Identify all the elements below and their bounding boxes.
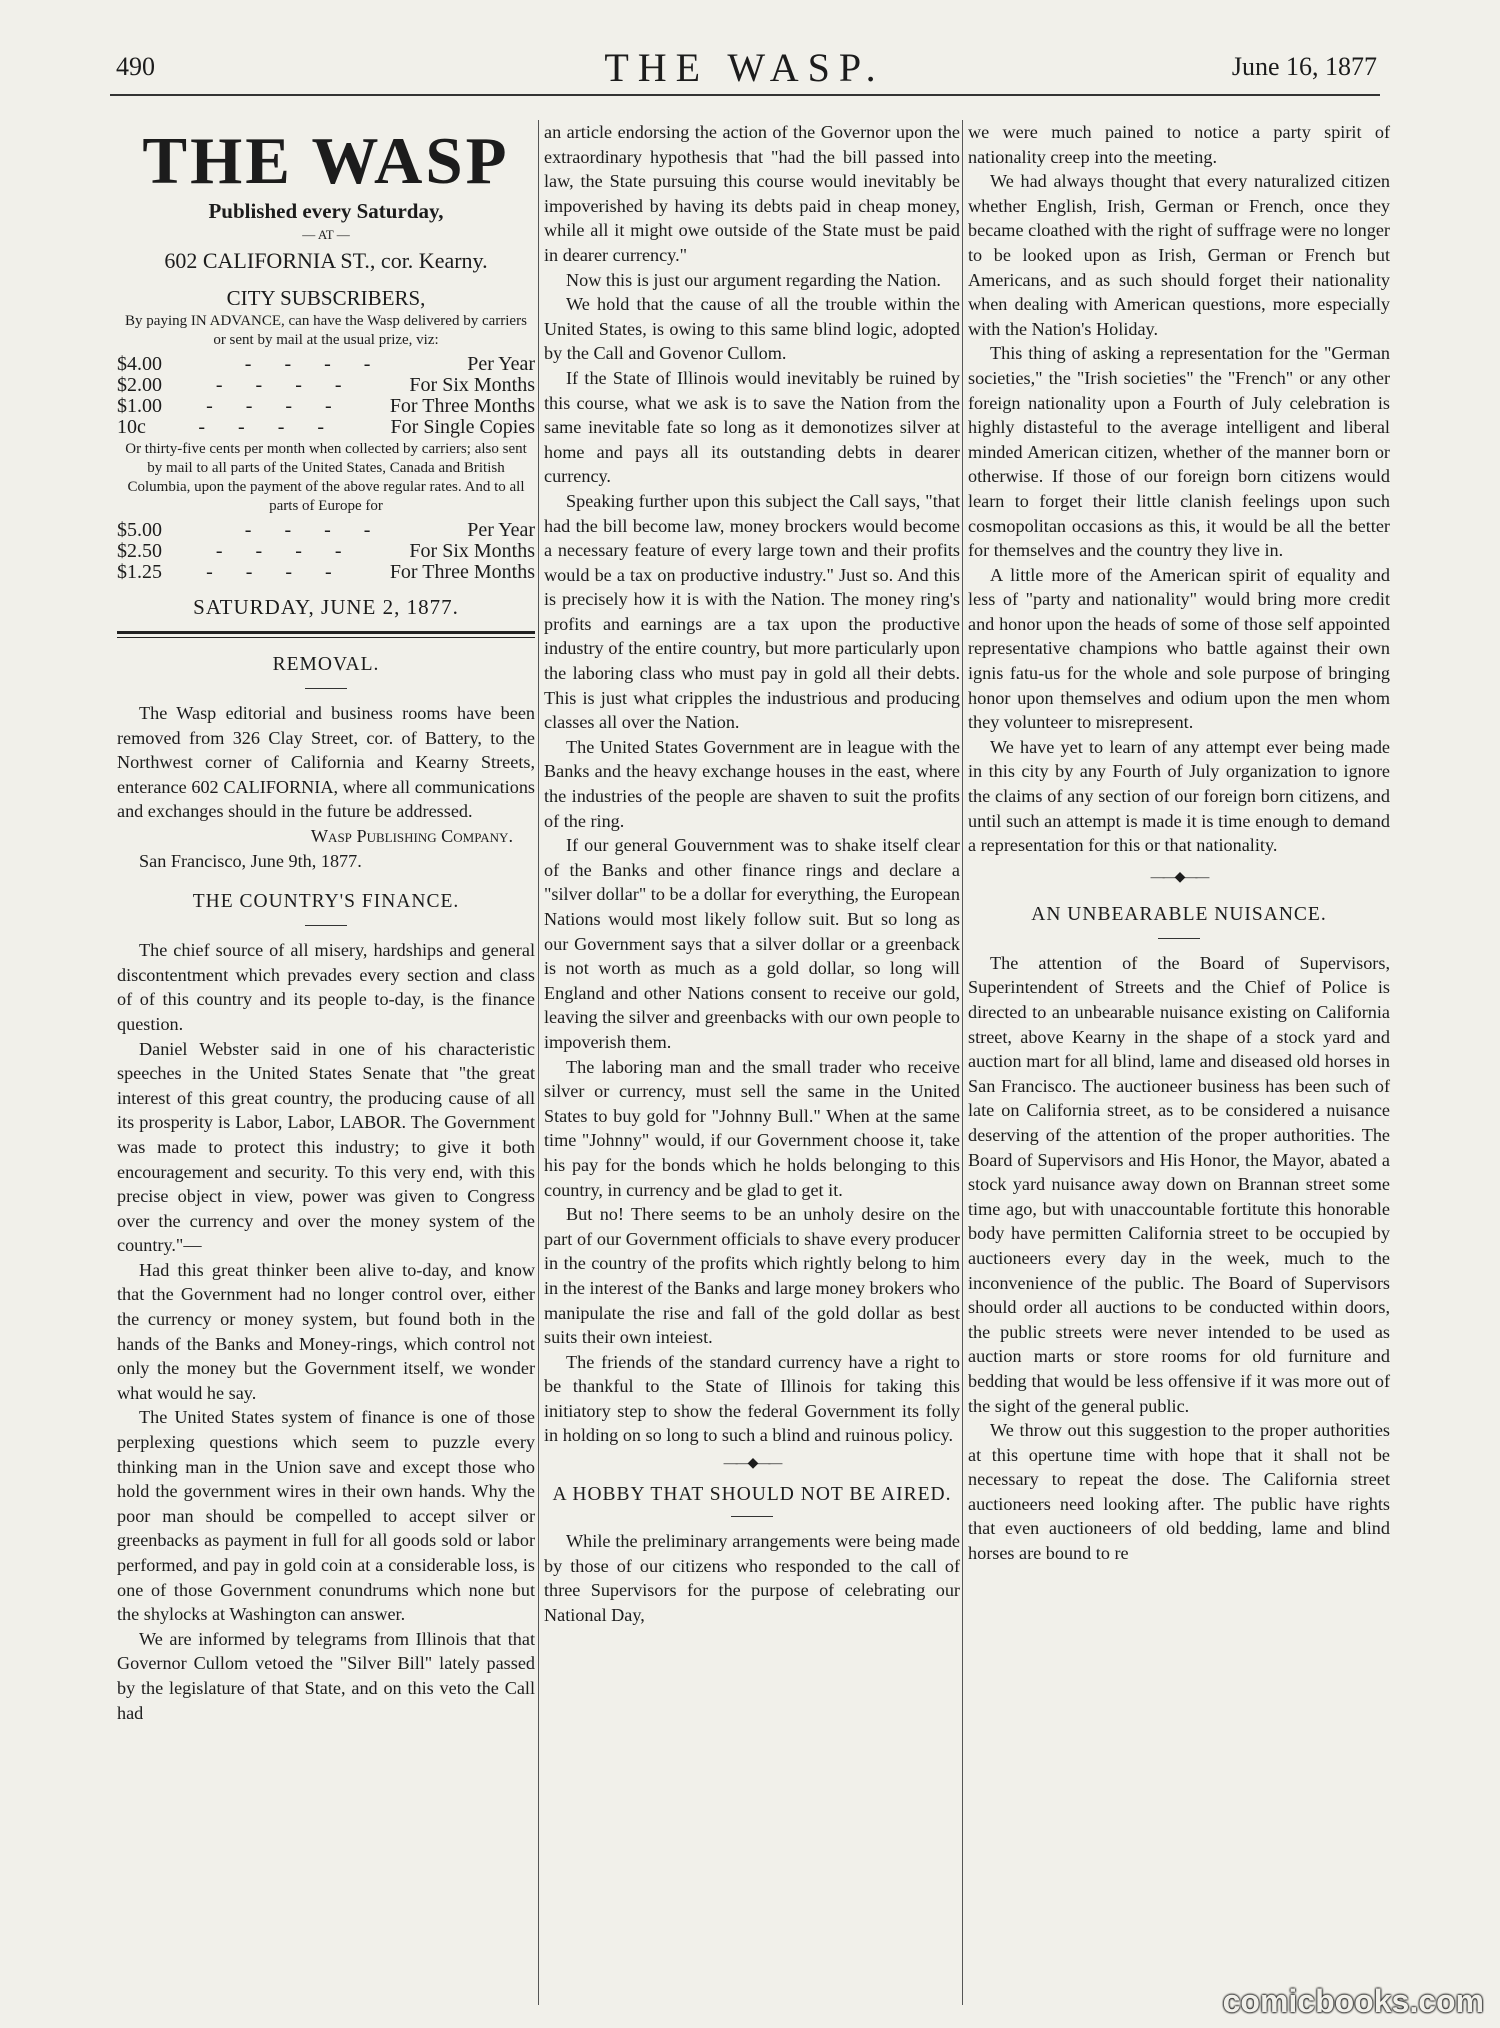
rate-row [117, 562, 535, 583]
page-number: 490 [116, 52, 155, 81]
finance-paragraph: Daniel Webster said in one of his characteristic speeches in the United States Senate that "the great interest of this great country, the producing cause of all its prosperity is Labor, Labor, LABOR. The Government was made to protect this industry; to give it both encouragement and security. To this very end, with this precise object in view, power was given to Congress over the currency and over the money system of the country."— [117, 1038, 535, 1256]
finance-paragraph: The chief source of all misery, hardships and general discontentment which prevades every section and class of of this country and its people to-day, is the finance question. [117, 940, 535, 1034]
hobby-paragraph: We have yet to learn of any attempt ever being made in this city by any Fourth of July organization to ignore the claims of any section of our foreign born citizens, and until such an attempt is made it is time enough to demand a representation for this or that nationality. [968, 736, 1390, 856]
rate-term: For Three Months [389, 561, 535, 583]
header-date: June 16, 1877 [1231, 52, 1377, 81]
finance-paragraph: We are informed by telegrams from Illinois that that Governor Cullom vetoed the "Silver Bill" lately passed by the legislature of that State, and on this veto the Call had [117, 1628, 535, 1723]
finance-paragraph: Speaking further upon this subject the Call says, "that had the bill become law, money brockers would become a necessary feature of every large town and their profits would be a tax on productive industry." Just so. And this is precisely how it is with the Nation. The money ring's profits and earnings are a tax upon the productive industry of the entire country, but more particularly upon the laboring class who must pay in gold all their debts. This is just what cripples the industrious and producing classes all over the Nation. [544, 490, 960, 733]
rate-term: Per Year [467, 353, 535, 375]
finance-paragraph: But no! There seems to be an unholy desire on the part of our Government officials to shave every producer in the country of the profits which rightly belong to him in the interest of the Banks and large money brokers who manipulate the rise and fall of the gold dollar as best suits their own inteiest. [544, 1204, 960, 1348]
short-rule [305, 925, 347, 926]
finance-paragraph: an article endorsing the action of the Governor upon the extraordinary hypothesis that "had the bill passed into law, the State pursuing this course would inevitably be impoverished by having its debts paid in cheap money, while all it might owe outside of the State must be paid in dearer currency." [544, 122, 960, 265]
removal-body: The Wasp editorial and business rooms have been removed from 326 Clay Street, cor. of Battery, to the Northwest corner of California and Kearny Streets, enterance 602 CALIFORNIA, where all communications and exchanges should in the future be addressed. [117, 703, 535, 822]
hobby-paragraph: we were much pained to notice a party spirit of nationality creep into the meeting. [968, 122, 1390, 167]
rate-row [117, 396, 535, 417]
rate-term: For Six Months [409, 540, 535, 562]
rates-europe [117, 520, 535, 583]
rate-price: $1.25 [117, 561, 162, 583]
rate-price: $1.00 [117, 395, 162, 417]
running-title: THE WASP. [604, 45, 885, 90]
column-1 [117, 120, 535, 1725]
rate-leader: - - - - [206, 395, 346, 417]
rate-term: For Three Months [389, 395, 535, 417]
rate-leader: - - - - [198, 416, 339, 438]
subscribers-heading: CITY SUBSCRIBERS, [226, 286, 426, 310]
short-rule [305, 688, 347, 689]
nuisance-heading: AN UNBEARABLE NUISANCE. [1031, 903, 1327, 925]
short-rule [1158, 938, 1200, 939]
rate-term: Per Year [467, 519, 535, 541]
column-3 [968, 120, 1390, 1566]
finance-heading: THE COUNTRY'S FINANCE. [192, 891, 460, 913]
rate-price: $2.50 [117, 540, 162, 562]
publication-schedule: Published every Saturday, [208, 199, 444, 223]
short-rule [731, 1516, 773, 1517]
rate-row [117, 541, 535, 562]
header-rule [110, 94, 1380, 96]
nuisance-paragraph: The attention of the Board of Supervisors, Superintendent of Streets and the Chief of Police is directed to an unbearable nuisance existing on California street, above Kearny in the shape of a stock yard and auction mart for all blind, lame and diseased old horses in San Francisco. The auctioneer business has been such of late on California street, as to be considered a nuisance deserving of the attention of the proper authorities. The Board of Supervisors and His Honor, the Mayor, abated a stock yard nuisance away down on Brannan street some time ago, but with unaccountable fortitute this honorable body have permitten California street to be occupied by auctioneers every day in the week, much to the inconvenience of the public. The Board of Supervisors should order all auctions to be conducted within doors, the public streets were never intended to be used as auction marts or store rooms for old furniture and bedding that would be less offensive if it was more out of the sight of the general public. [968, 952, 1390, 1416]
rate-price: $4.00 [117, 353, 162, 375]
finance-paragraph: Now this is just our argument regarding the Nation. [566, 269, 941, 290]
rate-leader: - - - - [215, 374, 356, 396]
column-rule-1 [538, 120, 539, 2005]
finance-paragraph: The laboring man and the small trader who receive silver or currency, must sell the same in the United States to buy gold for "Johnny Bull." When at the same time "Johnny" would, if our Government choose it, take his pay for the bonds which he holds belonging to this country, in currency and be glad to get it. [544, 1056, 960, 1200]
finance-paragraph: We hold that the cause of all the trouble within the United States, is owing to this same blind logic, adopted by the Call and Govenor Cullom. [544, 294, 960, 364]
rate-leader: - - - - [206, 561, 346, 583]
rate-leader: - - - - [244, 519, 385, 541]
at-label: — AT — [302, 227, 350, 242]
finance-paragraph: Had this great thinker been alive to-day, and know that the Government had no longer control over, either the currency or money system, but found both in the hands of the Banks and Money-rings, which control not only the money but the Government itself, we wonder what would he say. [117, 1259, 535, 1403]
rate-row [117, 520, 535, 541]
rate-leader: - - - - [244, 353, 385, 375]
hobby-paragraph: While the preliminary arrangements were being made by those of our citizens who responded to the call of three Supervisors for the purpose of celebrating our National Day, [544, 1531, 960, 1625]
rate-row [117, 417, 535, 438]
monthly-rate-text: Or thirty-five cents per month when collected by carriers; also sent by mail to all parts of the United States, Canada and British Columbia, upon the payment of the above regular rates. And to all parts of Europe for [125, 441, 527, 514]
hobby-paragraph: We had always thought that every naturalized citizen whether English, Irish, German or French, once they became cloathed with the right of suffrage were no longer to be looked upon as Irish, German or French but Americans, and as such should forget their nationality when dealing with American questions, more especially with the Nation's Holiday. [968, 171, 1390, 339]
section-ornament: ——◆—— [723, 1456, 781, 1472]
removal-signature: Wasp Publishing Company. [310, 825, 513, 846]
rate-price: $2.00 [117, 374, 162, 396]
double-rule-thin [117, 637, 535, 638]
site-watermark: comicbooks.com [1222, 1983, 1484, 2019]
hobby-heading: A HOBBY THAT SHOULD NOT BE AIRED. [552, 1484, 952, 1506]
hobby-paragraph: This thing of asking a representation for the "German societies," the "Irish societies" the "French" or any other foreign nationality upon a Fourth of July celebration is highly distasteful to the average intelligent and liberal minded American citizen, whether of the manner born or otherwise. If those of our foreign born citizens would learn to forget their little clanish feelings upon such cosmopolitan occasions as this, it would be all the better for themselves and the country they live in. [968, 343, 1390, 561]
double-rule-thick [117, 631, 535, 634]
rate-price: 10c [117, 416, 146, 438]
rate-price: $5.00 [117, 519, 162, 541]
rate-row [117, 375, 535, 396]
finance-paragraph: The United States system of finance is one of those perplexing questions which seem to puzzle every thinking man in the Union save and except those who hold the government wires in their own hands. Why the poor man should be compelled to accept silver or greenbacks as payment in full for all goods sold or labor performed, and pay in gold coin at a considerable loss, is one of those Government conundrums which none but the shylocks at Washington can answer. [117, 1407, 535, 1625]
section-ornament: ——◆—— [1150, 869, 1208, 885]
subscribers-text: By paying IN ADVANCE, can have the Wasp delivered by carriers or sent by mail at the usual prize, viz: [125, 313, 527, 348]
rate-leader: - - - - [215, 540, 356, 562]
removal-heading: REMOVAL. [272, 654, 380, 675]
page-header [112, 44, 1377, 90]
finance-paragraph: If the State of Illinois would inevitably be ruined by this course, what we ask is to save the Nation from the same inevitable fate so long as it demonotizes silver at home and pays all its outstanding debts in dearer currency. [544, 367, 960, 487]
issue-date: SATURDAY, JUNE 2, 1877. [193, 595, 459, 619]
removal-dateline: San Francisco, June 9th, 1877. [139, 850, 362, 871]
masthead-title: THE WASP [142, 124, 510, 198]
nuisance-paragraph: We throw out this suggestion to the proper authorities at this opertune time with hope that it shall not be necessary to repeat the dose. The California street auctioneers need looking after. The public have rights that even auctioneers of old bedding, lame and blind horses are bound to re [968, 1420, 1390, 1564]
office-address: 602 CALIFORNIA ST., cor. Kearny. [164, 248, 488, 273]
rate-row [117, 354, 535, 375]
finance-paragraph: If our general Gouvernment was to shake itself clear of the Banks and other finance rings and declare a "silver dollar" to be a dollar for everything, the European Nations would most likely follow suit. But so long as our Government says that a silver dollar or a greenback is not worth as much as a gold dollar, so long will England and other Nations consent to receive our gold, leaving the silver and greenbacks with our own people to impoverish them. [544, 835, 960, 1052]
column-rule-2 [962, 120, 963, 2005]
finance-paragraph: The United States Government are in league with the Banks and the heavy exchange houses in the east, where the industries of the people are shaven to suit the profits of the ring. [544, 736, 960, 831]
hobby-paragraph: A little more of the American spirit of equality and less of "party and nationality" would bring more credit and honor upon the heads of some of those self appointed representative champions who battle against their own ignis fatu-us for the whole and sole purpose of bringing honor upon themselves and odium upon the men whom they volunteer to misrepresent. [968, 564, 1390, 733]
rate-term: For Six Months [409, 374, 535, 396]
column-2 [544, 120, 960, 1627]
rates-city [117, 354, 535, 438]
rate-term: For Single Copies [390, 416, 535, 438]
finance-paragraph: The friends of the standard currency have a right to be thankful to the State of Illinois for taking this initiatory step to show the federal Government its folly in holding on so long to such a blind and ruinous policy. [544, 1351, 960, 1446]
